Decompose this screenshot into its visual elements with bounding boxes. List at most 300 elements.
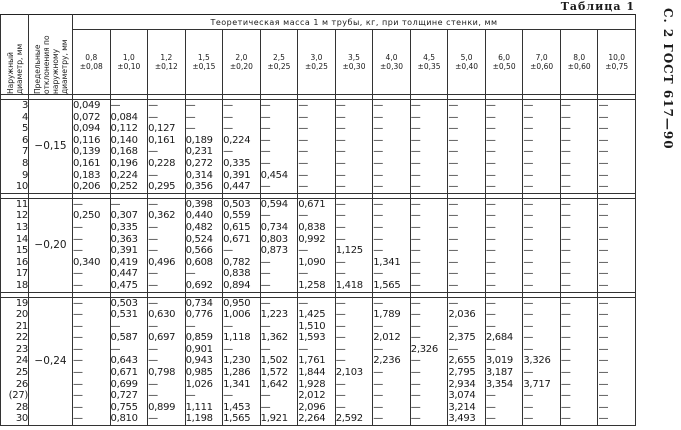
mass-cell (448, 100, 486, 194)
thickness-tolerance: ±0,08 (79, 62, 103, 71)
mass-value: 0,496 (148, 256, 176, 268)
mass-value: 0,116 (73, 134, 101, 146)
mass-value: 0,950 (223, 297, 251, 309)
mass-value: 0,894 (223, 279, 251, 291)
mass-value: — (598, 169, 609, 181)
mass-value: — (485, 309, 496, 321)
mass-value: — (410, 111, 421, 123)
mass-value: — (185, 390, 196, 402)
mass-value: 0,272 (185, 157, 213, 169)
header-diameter-text: Наружный диаметр, мм (5, 43, 24, 94)
mass-value: — (485, 320, 496, 332)
thickness-tolerance: ±0,75 (605, 62, 629, 71)
thickness-tolerance: ±0,20 (229, 62, 253, 71)
thickness-value: 8,0 (573, 53, 586, 62)
mass-value: — (523, 320, 534, 332)
thickness-value: 6,0 (498, 53, 511, 62)
mass-value: — (598, 367, 609, 379)
mass-value: — (185, 320, 196, 332)
mass-value: — (448, 134, 459, 146)
mass-value: — (373, 169, 383, 181)
diameter-value: 4 (21, 111, 28, 123)
mass-value: 0,671 (110, 367, 138, 379)
mass-value: — (448, 111, 459, 123)
table-caption: Таблица 1 (560, 0, 635, 13)
mass-value: — (298, 343, 308, 355)
diameter-value: 11 (15, 198, 28, 210)
mass-cell (73, 198, 111, 292)
mass-value: 1,565 (223, 413, 251, 425)
mass-value: — (373, 233, 383, 245)
mass-value: — (335, 355, 346, 367)
mass-value: — (448, 221, 459, 233)
mass-value: 0,608 (185, 256, 213, 268)
mass-value: 0,803 (260, 233, 288, 245)
mass-value: 1,223 (260, 309, 288, 321)
mass-value: — (298, 181, 308, 193)
mass-value: — (598, 256, 609, 268)
mass-value: — (448, 343, 459, 355)
mass-value: 0,630 (148, 309, 176, 321)
mass-value: — (260, 134, 271, 146)
mass-value: 0,206 (73, 181, 101, 193)
mass-value: 1,453 (223, 401, 251, 413)
mass-value: — (148, 378, 158, 390)
mass-value: 0,901 (185, 343, 213, 355)
mass-value: — (485, 413, 496, 425)
mass-value: — (523, 210, 534, 222)
diameter-value: 7 (21, 146, 28, 158)
mass-value: — (523, 367, 534, 379)
mass-value: — (298, 297, 308, 309)
mass-value: — (73, 245, 83, 257)
mass-value: — (560, 413, 571, 425)
mass-value: — (448, 320, 459, 332)
mass-value: 0,798 (148, 367, 176, 379)
mass-value: — (560, 320, 571, 332)
mass-value: — (373, 123, 383, 135)
mass-value: 0,594 (260, 198, 288, 210)
mass-cell (560, 100, 598, 194)
diameter-value: 15 (15, 245, 28, 257)
mass-value: 3,717 (523, 378, 551, 390)
mass-value: 1,593 (298, 332, 326, 344)
mass-value: 0,094 (73, 123, 101, 135)
mass-cell (223, 297, 261, 426)
diameter-value: 19 (15, 297, 28, 309)
mass-value: — (448, 181, 459, 193)
mass-value: — (523, 401, 534, 413)
mass-value: — (560, 169, 571, 181)
mass-value: — (373, 134, 383, 146)
mass-value: — (598, 100, 609, 111)
mass-value: — (448, 245, 459, 257)
thickness-tolerance: ±0,25 (267, 62, 291, 71)
mass-value: — (485, 256, 496, 268)
mass-value: — (335, 146, 346, 158)
mass-value: — (260, 343, 271, 355)
thickness-value: 2,0 (235, 53, 248, 62)
mass-value: — (598, 320, 609, 332)
mass-value: — (148, 297, 158, 309)
mass-value: — (373, 297, 383, 309)
mass-value: — (73, 279, 83, 291)
mass-value: — (148, 279, 158, 291)
mass-value: — (598, 279, 609, 291)
diameter-value: 6 (21, 134, 28, 146)
mass-value: 0,224 (223, 134, 251, 146)
mass-value: — (373, 343, 383, 355)
mass-value: 0,356 (185, 181, 213, 193)
mass-value: 0,671 (298, 198, 326, 210)
mass-value: 0,475 (110, 279, 138, 291)
mass-value: — (110, 198, 121, 210)
header-thickness-5 (260, 30, 298, 95)
mass-value: — (335, 181, 346, 193)
table-row-group-1 (1, 198, 636, 292)
mass-cell (148, 297, 186, 426)
mass-value: 3,074 (448, 390, 476, 402)
mass-value: 0,899 (148, 401, 176, 413)
diameter-value: 21 (15, 320, 28, 332)
mass-cell (73, 100, 111, 194)
mass-value: 0,615 (223, 221, 251, 233)
mass-value: 1,789 (373, 309, 401, 321)
mass-value: — (560, 146, 571, 158)
thickness-value: 5,0 (460, 53, 473, 62)
mass-value: 2,012 (373, 332, 401, 344)
diameter-value: 12 (15, 210, 28, 222)
mass-value: — (523, 100, 534, 111)
mass-value: — (298, 100, 308, 111)
mass-value: 3,354 (485, 378, 513, 390)
mass-value: 1,425 (298, 309, 326, 321)
mass-value: 2,375 (448, 332, 476, 344)
header-thickness-9 (410, 30, 448, 95)
mass-value: — (598, 221, 609, 233)
mass-value: — (335, 390, 346, 402)
mass-value: — (373, 100, 383, 111)
mass-value: — (523, 221, 534, 233)
mass-cell (485, 198, 523, 292)
mass-value: — (598, 181, 609, 193)
mass-value: — (148, 320, 158, 332)
mass-value: 0,231 (185, 146, 213, 158)
mass-cell (598, 198, 636, 292)
header-thickness-2 (148, 30, 186, 95)
mass-value: — (335, 157, 346, 169)
mass-value: — (335, 309, 346, 321)
mass-value: — (335, 123, 346, 135)
mass-value: — (223, 245, 233, 257)
mass-value: 0,127 (148, 123, 176, 135)
diameter-value: 26 (15, 378, 28, 390)
thickness-value: 1,0 (122, 53, 135, 62)
mass-value: — (448, 100, 459, 111)
mass-cell (523, 100, 561, 194)
diameter-cell (1, 100, 29, 194)
mass-value: — (448, 256, 459, 268)
diameter-value: 3 (21, 100, 28, 111)
mass-value: — (598, 378, 609, 390)
mass-value: — (73, 221, 83, 233)
mass-value: 0,838 (298, 221, 326, 233)
mass-value: — (523, 413, 534, 425)
mass-value: 0,734 (260, 221, 288, 233)
mass-value: — (523, 181, 534, 193)
mass-value: 0,810 (110, 413, 138, 425)
mass-value: — (560, 134, 571, 146)
mass-value: 1,502 (260, 355, 288, 367)
thickness-value: 3,0 (310, 53, 323, 62)
mass-value: — (73, 401, 83, 413)
mass-value: — (410, 367, 421, 379)
mass-value: — (410, 169, 421, 181)
mass-value: 1,362 (260, 332, 288, 344)
mass-value: 0,049 (73, 100, 101, 111)
mass-value: — (560, 268, 571, 280)
mass-value: — (485, 100, 496, 111)
mass-value: — (523, 111, 534, 123)
mass-value: 0,671 (223, 233, 251, 245)
mass-value: — (73, 309, 83, 321)
mass-value: — (598, 355, 609, 367)
mass-value: — (260, 268, 271, 280)
mass-value: — (560, 309, 571, 321)
mass-cell (410, 198, 448, 292)
mass-value: 1,026 (185, 378, 213, 390)
mass-value: — (523, 123, 534, 135)
mass-value: — (73, 320, 83, 332)
mass-value: — (598, 111, 609, 123)
mass-value: — (110, 343, 121, 355)
thickness-value: 7,0 (535, 53, 548, 62)
mass-value: — (598, 309, 609, 321)
mass-value: — (598, 146, 609, 158)
mass-cell (298, 198, 336, 292)
mass-value: — (560, 123, 571, 135)
mass-value: — (410, 245, 421, 257)
mass-value: — (485, 401, 496, 413)
mass-value: — (410, 157, 421, 169)
mass-value: — (485, 343, 496, 355)
mass-cell (560, 198, 598, 292)
diameter-cell (1, 198, 29, 292)
mass-value: — (298, 268, 308, 280)
mass-value: — (485, 146, 496, 158)
mass-value: — (260, 279, 271, 291)
mass-value: — (373, 221, 383, 233)
diameter-value: 24 (15, 355, 28, 367)
mass-value: — (485, 221, 496, 233)
mass-value: 2,592 (335, 413, 363, 425)
mass-value: 0,340 (73, 256, 101, 268)
mass-value: — (523, 297, 534, 309)
mass-value: — (373, 245, 383, 257)
mass-value: — (485, 245, 496, 257)
diameter-value: 28 (15, 401, 28, 413)
mass-value: — (335, 378, 346, 390)
header-thickness-3 (185, 30, 223, 95)
mass-cell (110, 198, 148, 292)
mass-value: — (598, 390, 609, 402)
mass-value: — (148, 100, 158, 111)
mass-value: — (448, 297, 459, 309)
header-thickness-6 (298, 30, 336, 95)
mass-value: — (560, 111, 571, 123)
mass-value: — (335, 233, 346, 245)
mass-value: — (410, 198, 421, 210)
mass-value: 0,985 (185, 367, 213, 379)
mass-value: — (410, 279, 421, 291)
mass-value: — (73, 198, 83, 210)
mass-cell (448, 297, 486, 426)
mass-value: — (335, 100, 346, 111)
mass-value: 0,692 (185, 279, 213, 291)
mass-value: — (410, 123, 421, 135)
header-thickness-12 (523, 30, 561, 95)
thickness-tolerance: ±0,35 (417, 62, 441, 71)
mass-value: 0,782 (223, 256, 251, 268)
mass-value: — (485, 169, 496, 181)
mass-value: — (335, 332, 346, 344)
mass-value: — (560, 332, 571, 344)
mass-value: 0,314 (185, 169, 213, 181)
mass-value: — (73, 332, 83, 344)
mass-value: 1,418 (335, 279, 363, 291)
mass-value: — (485, 268, 496, 280)
mass-value: — (410, 413, 421, 425)
mass-cell (148, 100, 186, 194)
header-thickness-8 (373, 30, 411, 95)
mass-value: — (523, 233, 534, 245)
mass-value: 0,084 (110, 111, 138, 123)
mass-value: — (335, 198, 346, 210)
mass-value: — (410, 134, 421, 146)
mass-value: 2,236 (373, 355, 401, 367)
mass-value: 0,189 (185, 134, 213, 146)
mass-value: — (598, 210, 609, 222)
mass-value: — (260, 210, 271, 222)
mass-value: — (298, 157, 308, 169)
mass-cell (335, 297, 373, 426)
mass-value: — (373, 390, 383, 402)
mass-value: 0,398 (185, 198, 213, 210)
mass-value: — (298, 169, 308, 181)
mass-value: 0,419 (110, 256, 138, 268)
mass-value: — (185, 123, 196, 135)
mass-value: 0,531 (110, 309, 138, 321)
mass-cell (185, 297, 223, 426)
mass-value: — (560, 221, 571, 233)
mass-value: — (485, 111, 496, 123)
mass-value: 1,125 (335, 245, 363, 257)
mass-value: 0,140 (110, 134, 138, 146)
mass-cell (298, 297, 336, 426)
mass-value: — (373, 320, 383, 332)
mass-value: — (410, 332, 421, 344)
mass-value: 1,565 (373, 279, 401, 291)
mass-value: — (148, 169, 158, 181)
mass-cell (485, 297, 523, 426)
mass-cell (185, 100, 223, 194)
mass-cell (260, 100, 298, 194)
mass-value: — (260, 100, 271, 111)
mass-value: — (485, 390, 496, 402)
mass-value: — (73, 378, 83, 390)
mass-value: — (373, 181, 383, 193)
mass-value: — (448, 198, 459, 210)
mass-value: 3,019 (485, 355, 513, 367)
mass-value: — (410, 181, 421, 193)
mass-cell (410, 297, 448, 426)
mass-value: — (335, 134, 346, 146)
mass-value: 2,655 (448, 355, 476, 367)
mass-cell (598, 100, 636, 194)
header-thickness-13 (560, 30, 598, 95)
thickness-value: 1,5 (197, 53, 210, 62)
mass-value: — (485, 123, 496, 135)
mass-value: — (485, 233, 496, 245)
mass-value: 3,214 (448, 401, 476, 413)
mass-value: 0,161 (148, 134, 176, 146)
mass-value: 0,454 (260, 169, 288, 181)
table-row-group-0 (1, 100, 636, 194)
diameter-value: 5 (21, 123, 28, 135)
mass-value: — (485, 181, 496, 193)
mass-value: — (448, 210, 459, 222)
mass-value: — (260, 401, 271, 413)
mass-value: — (73, 233, 83, 245)
mass-value: — (335, 401, 346, 413)
mass-value: — (598, 332, 609, 344)
mass-value: 0,873 (260, 245, 288, 257)
mass-value: — (260, 320, 271, 332)
mass-value: — (598, 198, 609, 210)
mass-cell (448, 198, 486, 292)
mass-cell (373, 100, 411, 194)
mass-value: 0,363 (110, 233, 138, 245)
mass-value: 0,699 (110, 378, 138, 390)
mass-value: — (148, 390, 158, 402)
mass-value: — (410, 256, 421, 268)
diameter-value: 22 (15, 332, 28, 344)
mass-value: — (560, 245, 571, 257)
mass-value: — (523, 146, 534, 158)
mass-value: 0,139 (73, 146, 101, 158)
mass-value: — (523, 256, 534, 268)
mass-value: — (560, 181, 571, 193)
mass-value: — (523, 309, 534, 321)
mass-value: — (560, 100, 571, 111)
mass-value: — (335, 297, 346, 309)
mass-value: 0,447 (110, 268, 138, 280)
mass-value: — (223, 146, 233, 158)
mass-value: — (260, 181, 271, 193)
mass-value: 2,096 (298, 401, 326, 413)
mass-value: 3,187 (485, 367, 513, 379)
mass-value: 2,103 (335, 367, 363, 379)
mass-value: — (598, 413, 609, 425)
mass-value: — (560, 210, 571, 222)
mass-value: 0,335 (110, 221, 138, 233)
thickness-tolerance: ±0,30 (342, 62, 366, 71)
mass-value: — (523, 268, 534, 280)
mass-value: — (410, 221, 421, 233)
mass-value: — (410, 268, 421, 280)
mass-value: — (410, 210, 421, 222)
mass-value: — (110, 100, 121, 111)
